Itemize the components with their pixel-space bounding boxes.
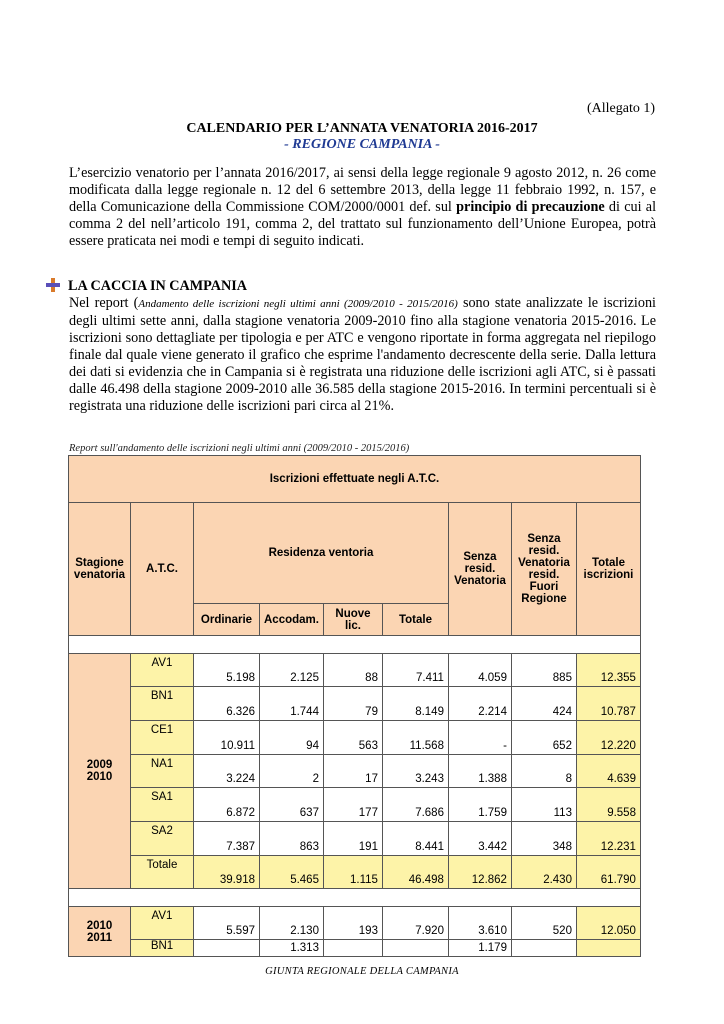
table-main-header: Iscrizioni effettuate negli A.T.C. [69, 456, 641, 503]
season-cell: 2009 2010 [69, 654, 131, 889]
table-row [69, 822, 641, 856]
value-cell: 94 [260, 721, 324, 755]
atc-cell: NA1 [131, 755, 194, 788]
header-totale: Totale [382, 604, 448, 636]
spacer-row [69, 889, 641, 907]
header-nuove: Nuove lic. [323, 604, 382, 636]
value-cell: 863 [260, 822, 324, 856]
header-senza-resid: Senza resid. Venatoria [448, 503, 511, 636]
value-cell: 12.862 [448, 856, 511, 889]
cross-bullet-icon [46, 278, 60, 292]
atc-cell: AV1 [131, 907, 194, 940]
total-cell: 12.231 [576, 822, 640, 856]
value-cell: 563 [323, 721, 382, 755]
report-paragraph [69, 295, 656, 415]
value-cell: 46.498 [382, 856, 448, 889]
page-footer: GIUNTA REGIONALE DELLA CAMPANIA [265, 966, 459, 977]
header-totale-iscrizioni: Totale iscrizioni [576, 503, 640, 636]
value-cell: 1.744 [260, 687, 324, 721]
report-body: sono state analizzate le iscrizioni degli ultimi sette anni, dalla stagione venatoria 2009-2010 fino alla stagione venatoria 2015-2016. Le iscrizioni sono dettagliate per tipologia e per ATC e vengono riportate in forma aggregata nel riepilogo finale dal quale viene generato il grafico che esprime l'andamento decrescente della serie. Dalla lettura dei dati si evidenzia che in Campania si è registrata una riduzione delle iscrizioni agli ATC, si è passati dalle 46.498 della stagione 2009-2010 alle 36.585 della stagione 2015-2016. In termini percentuali si è registrata una riduzione delle iscrizioni pari circa al 21%. [69, 295, 657, 414]
atc-cell: SA2 [131, 822, 194, 856]
value-cell: 7.920 [382, 907, 448, 940]
value-cell: 1.313 [260, 940, 324, 957]
atc-cell: BN1 [131, 940, 194, 957]
atc-cell: Totale [131, 856, 194, 889]
table-row [69, 755, 641, 788]
attachment-label: (Allegato 1) [586, 101, 655, 116]
value-cell: 3.610 [448, 907, 511, 940]
value-cell: 520 [511, 907, 576, 940]
report-title-italic: Andamento delle iscrizioni negli ultimi anni (2009/2010 - 2015/2016) [138, 298, 458, 310]
value-cell: 348 [511, 822, 576, 856]
value-cell: 637 [260, 788, 324, 822]
total-cell [576, 940, 640, 957]
total-cell: 4.639 [576, 755, 640, 788]
value-cell: 2.214 [448, 687, 511, 721]
header-residenza: Residenza ventoria [194, 503, 449, 604]
header-stagione: Stagione venatoria [69, 503, 131, 636]
value-cell: 4.059 [448, 654, 511, 687]
value-cell: 3.442 [448, 822, 511, 856]
value-cell: 7.411 [382, 654, 448, 687]
value-cell: 2.130 [260, 907, 324, 940]
value-cell: - [448, 721, 511, 755]
value-cell: 10.911 [194, 721, 260, 755]
value-cell: 79 [323, 687, 382, 721]
value-cell: 8 [511, 755, 576, 788]
table-row [69, 721, 641, 755]
value-cell [382, 940, 448, 957]
value-cell [511, 940, 576, 957]
value-cell: 8.149 [382, 687, 448, 721]
value-cell: 1.388 [448, 755, 511, 788]
value-cell: 1.759 [448, 788, 511, 822]
total-cell: 10.787 [576, 687, 640, 721]
value-cell: 424 [511, 687, 576, 721]
table-row [69, 940, 641, 957]
atc-cell: AV1 [131, 654, 194, 687]
atc-cell: SA1 [131, 788, 194, 822]
value-cell: 1.179 [448, 940, 511, 957]
value-cell: 17 [323, 755, 382, 788]
value-cell: 6.872 [194, 788, 260, 822]
value-cell: 88 [323, 654, 382, 687]
table-total-row [69, 856, 641, 889]
value-cell: 2.430 [511, 856, 576, 889]
value-cell: 2 [260, 755, 324, 788]
table-row [69, 907, 641, 940]
spacer-row [69, 636, 641, 654]
value-cell [194, 940, 260, 957]
value-cell: 652 [511, 721, 576, 755]
header-atc: A.T.C. [131, 503, 194, 636]
section-heading [46, 278, 247, 295]
value-cell: 5.597 [194, 907, 260, 940]
header-accodam: Accodam. [260, 604, 324, 636]
table-row [69, 687, 641, 721]
value-cell: 191 [323, 822, 382, 856]
section-title: LA CACCIA IN CAMPANIA [68, 278, 248, 294]
header-ordinarie: Ordinarie [194, 604, 260, 636]
value-cell: 3.224 [194, 755, 260, 788]
value-cell: 5.465 [260, 856, 324, 889]
value-cell: 193 [323, 907, 382, 940]
report-prefix: Nel report ( [69, 295, 139, 311]
value-cell: 6.326 [194, 687, 260, 721]
value-cell: 177 [323, 788, 382, 822]
total-cell: 61.790 [576, 856, 640, 889]
document-subtitle: - REGIONE CAMPANIA - [284, 137, 440, 152]
value-cell: 113 [511, 788, 576, 822]
intro-text-2: di cui al comma 2 del nell’articolo 191, comma 2, del trattato sul funzionamento dell’Unione Europea, potrà essere praticata nei modi e tempi di seguito indicati. [69, 199, 657, 249]
atc-cell: CE1 [131, 721, 194, 755]
value-cell: 3.243 [382, 755, 448, 788]
season-cell: 2010 2011 [69, 907, 131, 957]
value-cell [323, 940, 382, 957]
value-cell: 885 [511, 654, 576, 687]
atc-cell: BN1 [131, 687, 194, 721]
table-row [69, 654, 641, 687]
value-cell: 2.125 [260, 654, 324, 687]
value-cell: 7.686 [382, 788, 448, 822]
value-cell: 8.441 [382, 822, 448, 856]
value-cell: 7.387 [194, 822, 260, 856]
document-title: CALENDARIO PER L’ANNATA VENATORIA 2016-2017 [186, 121, 538, 136]
value-cell: 39.918 [194, 856, 260, 889]
intro-paragraph [69, 165, 656, 250]
value-cell: 11.568 [382, 721, 448, 755]
registrations-table [68, 455, 641, 957]
table-row [69, 788, 641, 822]
value-cell: 5.198 [194, 654, 260, 687]
total-cell: 9.558 [576, 788, 640, 822]
intro-bold-text: principio di precauzione [456, 199, 605, 215]
value-cell: 1.115 [323, 856, 382, 889]
total-cell: 12.220 [576, 721, 640, 755]
table-caption: Report sull'andamento delle iscrizioni negli ultimi anni (2009/2010 - 2015/2016) [69, 443, 410, 454]
total-cell: 12.050 [576, 907, 640, 940]
header-senza-fuori: Senza resid. Venatoria resid. Fuori Regione [511, 503, 576, 636]
total-cell: 12.355 [576, 654, 640, 687]
intro-text-1: L’esercizio venatorio per l’annata 2016/2017, ai sensi della legge regionale 9 agosto 2012, n. 26 come modificata dalla legge regionale n. 12 del 6 settembre 2013, della legge 11 febbraio 1992, n. 157, e della Comunicazione della Commissione COM/2000/0001 def. sul [69, 165, 656, 215]
